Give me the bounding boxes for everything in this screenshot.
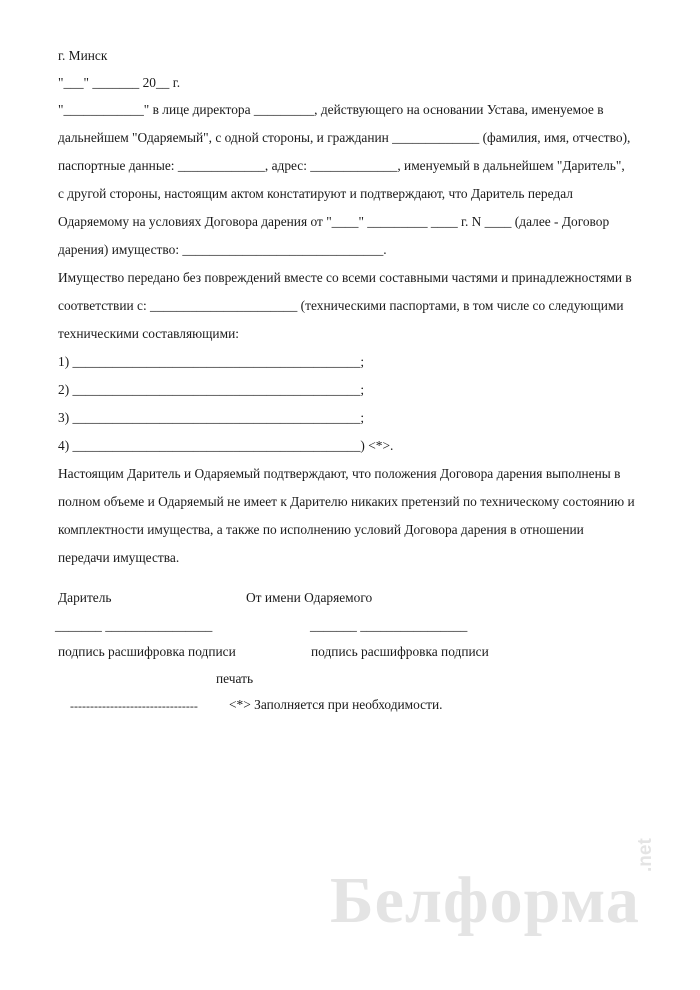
donor-signature-line: _______ ________________ (55, 618, 213, 633)
paragraph-line: полном объеме и Одаряемый не имеет к Дарителю никаких претензий по техническому состоянию и (58, 494, 635, 509)
donee-signature-line: _______ ________________ (310, 618, 468, 633)
paragraph-line: дарения) имущество: ______________________________. (58, 242, 387, 257)
paragraph-line: дальнейшем "Одаряемый", с одной стороны, и гражданин _____________ (фамилия, имя, отчество), (58, 130, 631, 145)
paragraph-line: передачи имущества. (58, 550, 180, 565)
seal-label: печать (216, 671, 254, 686)
donor-signature-caption: подпись расшифровка подписи (58, 644, 236, 659)
footnote-rule: -------------------------------- (70, 699, 198, 713)
footnote-text: <*> Заполняется при необходимости. (229, 697, 443, 712)
date-line: "___" _______ 20__ г. (58, 75, 181, 90)
paragraph-line: Имущество передано без повреждений вместе со всеми составными частями и принадлежностями в (58, 270, 632, 285)
paragraph-line: Настоящим Даритель и Одаряемый подтверждают, что положения Договора дарения выполнены в (58, 466, 621, 481)
watermark-logo: Белформа (330, 864, 640, 937)
paragraph-line: паспортные данные: _____________, адрес: _____________, именуемый в дальнейшем "Даритель", (58, 158, 625, 173)
paragraph-line: техническими составляющими: (58, 326, 239, 341)
donee-label: От имени Одаряемого (246, 590, 373, 605)
paragraph-line: комплектности имущества, а также по исполнению условий Договора дарения в отношении (58, 522, 584, 537)
watermark-suffix: .net (635, 838, 656, 872)
paragraph-line: "____________" в лице директора _________, действующего на основании Устава, именуемое в (58, 102, 604, 117)
paragraph-line: соответствии с: ______________________ (техническими паспортами, в том числе со следующими (58, 298, 624, 313)
list-item: 1) ___________________________________________; (58, 354, 365, 369)
paragraph-line: с другой стороны, настоящим актом констатируют и подтверждают, что Даритель передал (58, 186, 573, 201)
list-item: 4) ___________________________________________) <*>. (58, 438, 394, 453)
list-item: 3) ___________________________________________; (58, 410, 365, 425)
paragraph-line: Одаряемому на условиях Договора дарения от "____" _________ ____ г. N ____ (далее - Договор (58, 214, 610, 229)
city-line: г. Минск (58, 48, 108, 63)
donee-signature-caption: подпись расшифровка подписи (311, 644, 489, 659)
list-item: 2) ___________________________________________; (58, 382, 365, 397)
donor-label: Даритель (58, 590, 112, 605)
